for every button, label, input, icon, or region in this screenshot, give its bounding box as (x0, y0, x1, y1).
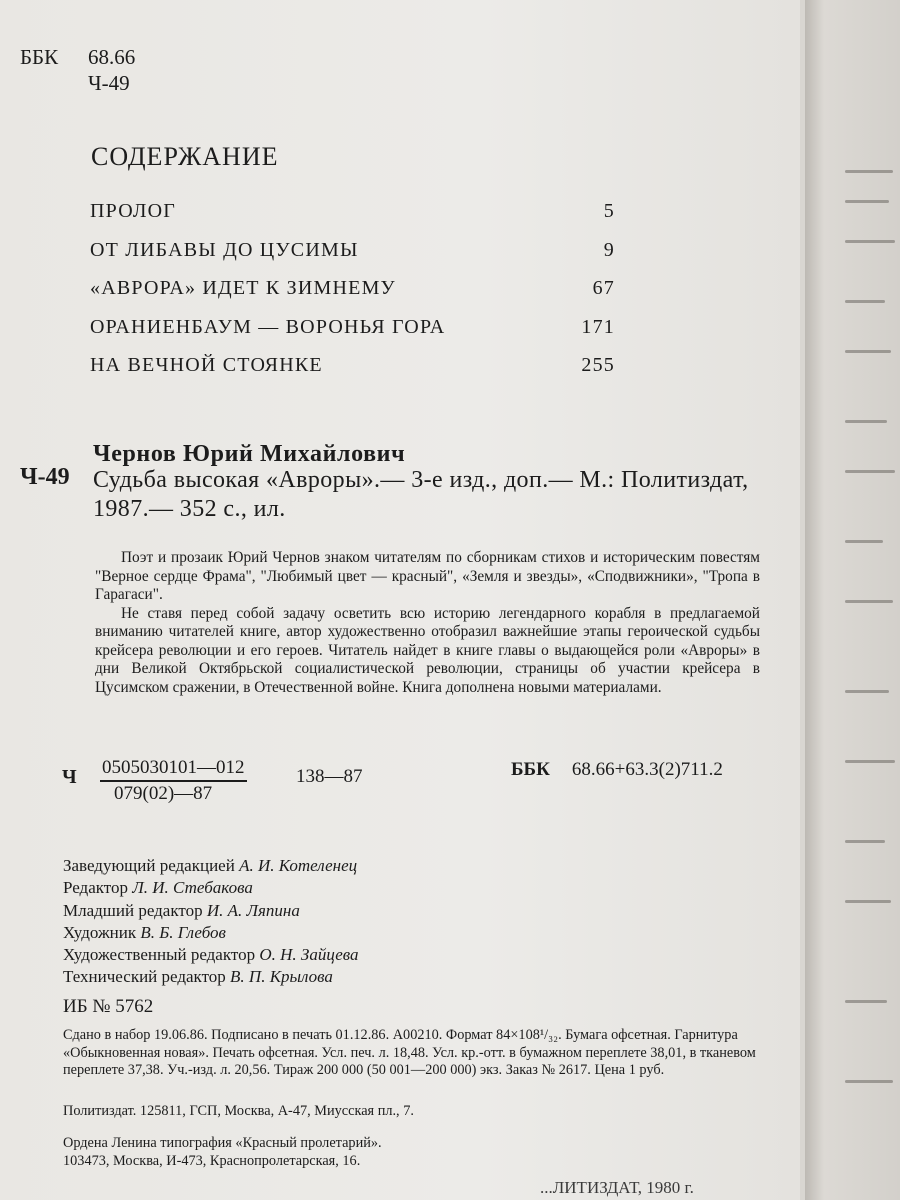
annotation-paragraph: Поэт и прозаик Юрий Чернов знаком читателям по сборникам стихов и историческим повестям "Верное сердце Фрама", "Любимый цвет — красный", «Земля и звезды», «Сподвижники», "Тропа в Гарагаси". (95, 549, 760, 603)
credit-line (63, 900, 359, 922)
imprint-details: Сдано в набор 19.06.86. Подписано в печать 01.12.86. А00210. Формат 84×108¹/₃₂. Бумага офсетная. Гарнитура «Обыкновенная новая». Печать офсетная. Усл. печ. л. 18,48. Усл. кр.-отт. в бумажном переплете 38,01, в тканевом переплете 37,38. Уч.-изд. л. 20,56. Тираж 200 000 (50 001—200 000) экз. Заказ № 2617. Цена 1 руб. (63, 1027, 756, 1078)
bleed-through-text: ...ЛИТИЗДАТ, 1980 г. (540, 1178, 694, 1197)
bbk-full-label: ББК (511, 759, 550, 780)
credit-name: И. А. Ляпина (206, 900, 300, 920)
credit-line (63, 966, 359, 988)
toc-item (90, 200, 615, 239)
printer-line: 103473, Москва, И-473, Краснопролетарская, 16. (63, 1152, 361, 1169)
toc-item (90, 316, 615, 355)
ib-number: ИБ № 5762 (63, 996, 154, 1017)
contents-title: СОДЕРЖАНИЕ (91, 142, 279, 171)
credit-role: Художественный редактор (63, 945, 256, 965)
table-of-contents (90, 200, 615, 393)
isbn-denominator: 079(02)—87 (114, 783, 213, 804)
isbn-letter: Ч (62, 766, 77, 788)
credit-name: О. Н. Зайцева (259, 945, 359, 965)
credit-name: А. И. Котеленец (239, 856, 358, 875)
toc-item (90, 354, 615, 393)
toc-item-page: 255 (581, 354, 615, 376)
toc-item-title: НА ВЕЧНОЙ СТОЯНКЕ (90, 354, 323, 376)
credit-line (63, 855, 359, 877)
author-name: Чернов Юрий Михайлович (93, 441, 406, 467)
toc-item-page: 5 (603, 200, 615, 222)
bibliographic-citation: Судьба высокая «Авроры».— 3-е изд., доп.— М.: Политиздат, 1987.— 352 с., ил. (93, 467, 749, 522)
adjacent-page-edge (805, 0, 900, 1200)
toc-item-page: 67 (592, 277, 615, 299)
toc-item (90, 239, 615, 278)
bbk-code: 68.66 (88, 45, 136, 69)
credit-name: В. П. Крылова (230, 967, 333, 987)
catalog-code: Ч-49 (20, 464, 70, 490)
credit-role: Редактор (63, 878, 128, 898)
annotation-paragraph: Не ставя перед собой задачу осветить всю историю легендарного корабля в предлагаемой вниманию читателей книге, автор художественно отобразил важнейшие этапы героической судьбы крейсера революции и его героев. Читатель найдет в книге главы о выдающейся роли «Авроры» в дни Великой Октябрьской социалистической революции, страницы об участии крейсера в Цусимском сражении, в Отечественной войне. Книга дополнена новыми материалами. (95, 604, 760, 696)
credit-role: Заведующий редакцией (63, 856, 235, 875)
isbn-middle: 138—87 (296, 766, 363, 787)
credit-role: Технический редактор (63, 967, 226, 987)
toc-item-page: 9 (603, 238, 615, 261)
credit-line (63, 877, 359, 899)
credit-line (63, 922, 359, 944)
credit-role: Художник (63, 922, 137, 942)
isbn-numerator: 0505030101—012 (100, 757, 247, 782)
toc-item-title: ПРОЛОГ (90, 200, 177, 222)
credit-name: В. Б. Глебов (140, 922, 226, 942)
toc-item-title: «АВРОРА» ИДЕТ К ЗИМНЕМУ (90, 277, 396, 299)
toc-item-page: 171 (581, 315, 615, 338)
printer-line: Ордена Ленина типография «Красный пролетарий». (63, 1135, 382, 1151)
toc-item-title: ОРАНИЕНБАУМ — ВОРОНЬЯ ГОРА (90, 315, 446, 338)
annotation (95, 549, 760, 697)
publisher-address: Политиздат. 125811, ГСП, Москва, А-47, Миусская пл., 7. (63, 1103, 414, 1119)
bbk-label: ББК (20, 45, 59, 69)
credits (63, 855, 359, 989)
printer-info (63, 1135, 382, 1170)
isbn-fraction (100, 757, 247, 805)
bbk-header (20, 44, 136, 96)
bbk-full-code: 68.66+63.3(2)711.2 (571, 759, 723, 780)
bbk-full (511, 759, 723, 781)
toc-item (90, 277, 615, 316)
credit-role: Младший редактор (63, 900, 203, 920)
credit-line (63, 944, 359, 966)
credit-name: Л. И. Стебакова (132, 878, 253, 898)
author-mark: Ч-49 (88, 71, 130, 95)
toc-item-title: ОТ ЛИБАВЫ ДО ЦУСИМЫ (90, 238, 359, 261)
